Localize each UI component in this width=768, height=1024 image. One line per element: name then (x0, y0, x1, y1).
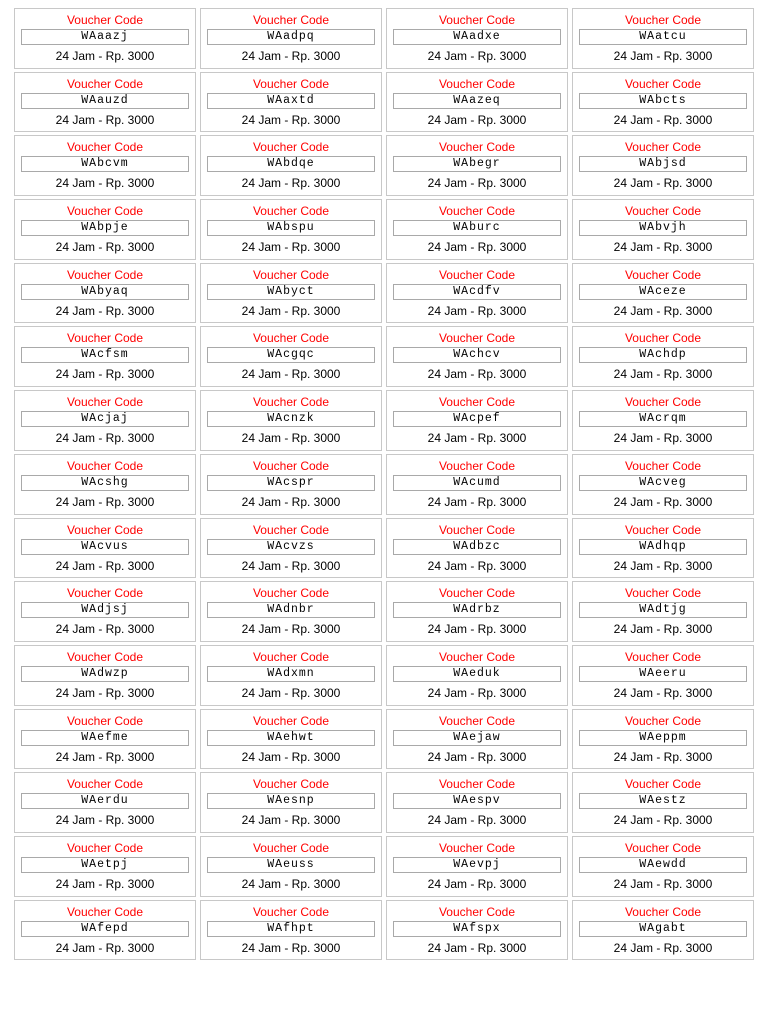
voucher-label: Voucher Code (66, 140, 144, 155)
voucher-code: WAcpef (393, 411, 561, 427)
voucher-label: Voucher Code (624, 140, 702, 155)
voucher-label: Voucher Code (252, 267, 330, 282)
voucher-card (14, 135, 196, 196)
voucher-code: WAauzd (21, 93, 189, 109)
voucher-price: 24 Jam - Rp. 3000 (613, 622, 713, 637)
voucher-label: Voucher Code (438, 713, 516, 728)
voucher-card (200, 454, 382, 515)
voucher-price: 24 Jam - Rp. 3000 (241, 622, 341, 637)
voucher-label: Voucher Code (66, 586, 144, 601)
voucher-card (14, 72, 196, 133)
voucher-label: Voucher Code (438, 586, 516, 601)
voucher-price: 24 Jam - Rp. 3000 (241, 303, 341, 318)
voucher-label: Voucher Code (252, 522, 330, 537)
voucher-card (200, 581, 382, 642)
voucher-card (572, 8, 754, 69)
voucher-label: Voucher Code (624, 204, 702, 219)
voucher-price: 24 Jam - Rp. 3000 (613, 112, 713, 127)
voucher-card (386, 72, 568, 133)
voucher-card (572, 199, 754, 260)
voucher-code: WAazeq (393, 93, 561, 109)
voucher-code: WAcumd (393, 475, 561, 491)
voucher-label: Voucher Code (438, 904, 516, 919)
voucher-price: 24 Jam - Rp. 3000 (55, 685, 155, 700)
voucher-code: WAestz (579, 793, 747, 809)
voucher-card (572, 72, 754, 133)
voucher-code: WAespv (393, 793, 561, 809)
voucher-label: Voucher Code (252, 840, 330, 855)
voucher-card (200, 518, 382, 579)
voucher-card (386, 772, 568, 833)
voucher-label: Voucher Code (438, 458, 516, 473)
voucher-card (386, 836, 568, 897)
voucher-card (572, 263, 754, 324)
voucher-card (200, 390, 382, 451)
voucher-label: Voucher Code (252, 458, 330, 473)
voucher-label: Voucher Code (624, 522, 702, 537)
voucher-label: Voucher Code (66, 267, 144, 282)
voucher-price: 24 Jam - Rp. 3000 (241, 112, 341, 127)
voucher-price: 24 Jam - Rp. 3000 (241, 876, 341, 891)
voucher-code: WAefme (21, 730, 189, 746)
voucher-code: WAdjsj (21, 602, 189, 618)
voucher-code: WAdtjg (579, 602, 747, 618)
voucher-code: WAewdd (579, 857, 747, 873)
voucher-price: 24 Jam - Rp. 3000 (613, 494, 713, 509)
voucher-code: WAeuss (207, 857, 375, 873)
voucher-price: 24 Jam - Rp. 3000 (427, 112, 527, 127)
voucher-card (386, 8, 568, 69)
voucher-code: WAbegr (393, 156, 561, 172)
voucher-label: Voucher Code (624, 13, 702, 27)
voucher-label: Voucher Code (438, 204, 516, 219)
voucher-card (14, 8, 196, 69)
voucher-label: Voucher Code (66, 395, 144, 410)
voucher-code: WAchdp (579, 347, 747, 363)
voucher-label: Voucher Code (252, 649, 330, 664)
voucher-label: Voucher Code (624, 649, 702, 664)
voucher-label: Voucher Code (438, 13, 516, 27)
voucher-label: Voucher Code (252, 331, 330, 346)
voucher-label: Voucher Code (624, 840, 702, 855)
voucher-card (14, 709, 196, 770)
voucher-card (200, 709, 382, 770)
voucher-card (14, 454, 196, 515)
voucher-price: 24 Jam - Rp. 3000 (55, 176, 155, 191)
voucher-price: 24 Jam - Rp. 3000 (427, 749, 527, 764)
voucher-label: Voucher Code (624, 76, 702, 91)
voucher-code: WAchcv (393, 347, 561, 363)
voucher-code: WAburc (393, 220, 561, 236)
voucher-code: WAejaw (393, 730, 561, 746)
voucher-price: 24 Jam - Rp. 3000 (613, 367, 713, 382)
voucher-card (200, 772, 382, 833)
voucher-label: Voucher Code (624, 267, 702, 282)
voucher-code: WAcveg (579, 475, 747, 491)
voucher-price: 24 Jam - Rp. 3000 (613, 240, 713, 255)
voucher-label: Voucher Code (438, 522, 516, 537)
voucher-label: Voucher Code (624, 331, 702, 346)
voucher-price: 24 Jam - Rp. 3000 (55, 558, 155, 573)
voucher-label: Voucher Code (252, 713, 330, 728)
voucher-price: 24 Jam - Rp. 3000 (241, 749, 341, 764)
voucher-code: WAadxe (393, 29, 561, 45)
voucher-price: 24 Jam - Rp. 3000 (55, 940, 155, 955)
voucher-label: Voucher Code (438, 76, 516, 91)
voucher-card (572, 900, 754, 961)
voucher-code: WAeeru (579, 666, 747, 682)
voucher-code: WAbspu (207, 220, 375, 236)
voucher-label: Voucher Code (624, 777, 702, 792)
voucher-code: WAcfsm (21, 347, 189, 363)
voucher-card (386, 518, 568, 579)
voucher-price: 24 Jam - Rp. 3000 (241, 431, 341, 446)
voucher-label: Voucher Code (624, 586, 702, 601)
voucher-code: WAetpj (21, 857, 189, 873)
voucher-code: WAbcvm (21, 156, 189, 172)
voucher-code: WAcvus (21, 539, 189, 555)
voucher-card (572, 836, 754, 897)
voucher-card (14, 836, 196, 897)
voucher-code: WAdxmn (207, 666, 375, 682)
voucher-card (14, 390, 196, 451)
voucher-card (14, 772, 196, 833)
voucher-code: WAdwzp (21, 666, 189, 682)
voucher-label: Voucher Code (438, 777, 516, 792)
voucher-label: Voucher Code (252, 204, 330, 219)
voucher-code: WAdhqp (579, 539, 747, 555)
voucher-card (572, 581, 754, 642)
voucher-label: Voucher Code (66, 331, 144, 346)
voucher-price: 24 Jam - Rp. 3000 (427, 876, 527, 891)
voucher-card (200, 135, 382, 196)
voucher-code: WAfspx (393, 921, 561, 937)
voucher-price: 24 Jam - Rp. 3000 (427, 558, 527, 573)
voucher-price: 24 Jam - Rp. 3000 (55, 240, 155, 255)
voucher-price: 24 Jam - Rp. 3000 (241, 813, 341, 828)
voucher-price: 24 Jam - Rp. 3000 (241, 940, 341, 955)
voucher-code: WAadpq (207, 29, 375, 45)
voucher-code: WAcjaj (21, 411, 189, 427)
voucher-price: 24 Jam - Rp. 3000 (427, 49, 527, 63)
voucher-card (386, 326, 568, 387)
voucher-price: 24 Jam - Rp. 3000 (55, 112, 155, 127)
voucher-price: 24 Jam - Rp. 3000 (613, 303, 713, 318)
voucher-price: 24 Jam - Rp. 3000 (427, 303, 527, 318)
voucher-code: WAbpje (21, 220, 189, 236)
voucher-code: WAbyaq (21, 284, 189, 300)
voucher-label: Voucher Code (624, 713, 702, 728)
voucher-code: WAcgqc (207, 347, 375, 363)
voucher-card (200, 263, 382, 324)
voucher-card (572, 326, 754, 387)
voucher-price: 24 Jam - Rp. 3000 (427, 940, 527, 955)
voucher-card (14, 263, 196, 324)
voucher-card (14, 518, 196, 579)
voucher-card (14, 900, 196, 961)
voucher-code: WAcshg (21, 475, 189, 491)
voucher-label: Voucher Code (438, 395, 516, 410)
voucher-label: Voucher Code (66, 76, 144, 91)
voucher-price: 24 Jam - Rp. 3000 (241, 558, 341, 573)
voucher-code: WAcrqm (579, 411, 747, 427)
voucher-card (386, 390, 568, 451)
voucher-card (572, 645, 754, 706)
voucher-code: WAatcu (579, 29, 747, 45)
voucher-label: Voucher Code (624, 904, 702, 919)
voucher-price: 24 Jam - Rp. 3000 (241, 240, 341, 255)
voucher-card (14, 645, 196, 706)
voucher-code: WAceze (579, 284, 747, 300)
voucher-card (572, 518, 754, 579)
voucher-code: WAfhpt (207, 921, 375, 937)
voucher-code: WAevpj (393, 857, 561, 873)
voucher-card (572, 709, 754, 770)
voucher-label: Voucher Code (252, 395, 330, 410)
voucher-label: Voucher Code (438, 140, 516, 155)
voucher-price: 24 Jam - Rp. 3000 (241, 49, 341, 63)
voucher-price: 24 Jam - Rp. 3000 (55, 431, 155, 446)
voucher-card (386, 263, 568, 324)
voucher-code: WAdrbz (393, 602, 561, 618)
voucher-price: 24 Jam - Rp. 3000 (427, 240, 527, 255)
voucher-card (14, 581, 196, 642)
voucher-code: WAcvzs (207, 539, 375, 555)
voucher-code: WAcnzk (207, 411, 375, 427)
voucher-card (386, 199, 568, 260)
voucher-label: Voucher Code (438, 840, 516, 855)
voucher-price: 24 Jam - Rp. 3000 (427, 176, 527, 191)
voucher-card (200, 836, 382, 897)
voucher-code: WAehwt (207, 730, 375, 746)
voucher-card (386, 645, 568, 706)
voucher-price: 24 Jam - Rp. 3000 (427, 494, 527, 509)
voucher-card (200, 199, 382, 260)
voucher-price: 24 Jam - Rp. 3000 (427, 685, 527, 700)
voucher-label: Voucher Code (66, 13, 144, 27)
voucher-price: 24 Jam - Rp. 3000 (613, 176, 713, 191)
voucher-price: 24 Jam - Rp. 3000 (613, 558, 713, 573)
voucher-price: 24 Jam - Rp. 3000 (427, 431, 527, 446)
voucher-price: 24 Jam - Rp. 3000 (55, 494, 155, 509)
voucher-price: 24 Jam - Rp. 3000 (241, 176, 341, 191)
voucher-price: 24 Jam - Rp. 3000 (427, 367, 527, 382)
voucher-card (572, 454, 754, 515)
voucher-label: Voucher Code (252, 777, 330, 792)
voucher-code: WAdnbr (207, 602, 375, 618)
voucher-code: WAeduk (393, 666, 561, 682)
voucher-card (386, 900, 568, 961)
voucher-price: 24 Jam - Rp. 3000 (613, 813, 713, 828)
voucher-price: 24 Jam - Rp. 3000 (55, 49, 155, 63)
voucher-card (572, 135, 754, 196)
voucher-label: Voucher Code (66, 840, 144, 855)
voucher-price: 24 Jam - Rp. 3000 (613, 431, 713, 446)
voucher-label: Voucher Code (66, 649, 144, 664)
voucher-code: WAbdqe (207, 156, 375, 172)
voucher-card (572, 390, 754, 451)
voucher-code: WAdbzc (393, 539, 561, 555)
voucher-code: WAbyct (207, 284, 375, 300)
voucher-price: 24 Jam - Rp. 3000 (55, 622, 155, 637)
voucher-label: Voucher Code (438, 649, 516, 664)
voucher-grid (14, 8, 756, 960)
voucher-code: WAbcts (579, 93, 747, 109)
voucher-card (386, 135, 568, 196)
voucher-label: Voucher Code (66, 522, 144, 537)
voucher-card (200, 72, 382, 133)
voucher-price: 24 Jam - Rp. 3000 (55, 876, 155, 891)
voucher-price: 24 Jam - Rp. 3000 (613, 49, 713, 63)
voucher-price: 24 Jam - Rp. 3000 (55, 303, 155, 318)
voucher-price: 24 Jam - Rp. 3000 (55, 749, 155, 764)
voucher-code: WAerdu (21, 793, 189, 809)
voucher-price: 24 Jam - Rp. 3000 (613, 940, 713, 955)
voucher-card (386, 454, 568, 515)
voucher-price: 24 Jam - Rp. 3000 (427, 622, 527, 637)
voucher-code: WAeppm (579, 730, 747, 746)
voucher-price: 24 Jam - Rp. 3000 (55, 813, 155, 828)
voucher-label: Voucher Code (66, 458, 144, 473)
voucher-label: Voucher Code (66, 713, 144, 728)
voucher-card (200, 900, 382, 961)
voucher-card (386, 709, 568, 770)
voucher-code: WAgabt (579, 921, 747, 937)
voucher-label: Voucher Code (66, 204, 144, 219)
voucher-card (14, 199, 196, 260)
voucher-code: WAaxtd (207, 93, 375, 109)
voucher-price: 24 Jam - Rp. 3000 (427, 813, 527, 828)
voucher-code: WAcspr (207, 475, 375, 491)
voucher-card (572, 772, 754, 833)
voucher-label: Voucher Code (252, 13, 330, 27)
voucher-label: Voucher Code (438, 267, 516, 282)
voucher-code: WAfepd (21, 921, 189, 937)
voucher-card (200, 645, 382, 706)
voucher-label: Voucher Code (438, 331, 516, 346)
voucher-price: 24 Jam - Rp. 3000 (613, 685, 713, 700)
voucher-label: Voucher Code (624, 458, 702, 473)
voucher-code: WAcdfv (393, 284, 561, 300)
voucher-card (200, 8, 382, 69)
voucher-card (386, 581, 568, 642)
voucher-label: Voucher Code (252, 140, 330, 155)
voucher-price: 24 Jam - Rp. 3000 (241, 685, 341, 700)
voucher-price: 24 Jam - Rp. 3000 (241, 494, 341, 509)
voucher-code: WAbvjh (579, 220, 747, 236)
voucher-code: WAbjsd (579, 156, 747, 172)
voucher-card (14, 326, 196, 387)
voucher-price: 24 Jam - Rp. 3000 (55, 367, 155, 382)
voucher-label: Voucher Code (66, 777, 144, 792)
voucher-price: 24 Jam - Rp. 3000 (613, 749, 713, 764)
voucher-label: Voucher Code (624, 395, 702, 410)
voucher-label: Voucher Code (252, 586, 330, 601)
voucher-card (200, 326, 382, 387)
voucher-label: Voucher Code (66, 904, 144, 919)
voucher-price: 24 Jam - Rp. 3000 (613, 876, 713, 891)
voucher-label: Voucher Code (252, 76, 330, 91)
voucher-code: WAesnp (207, 793, 375, 809)
voucher-label: Voucher Code (252, 904, 330, 919)
voucher-code: WAaazj (21, 29, 189, 45)
voucher-price: 24 Jam - Rp. 3000 (241, 367, 341, 382)
